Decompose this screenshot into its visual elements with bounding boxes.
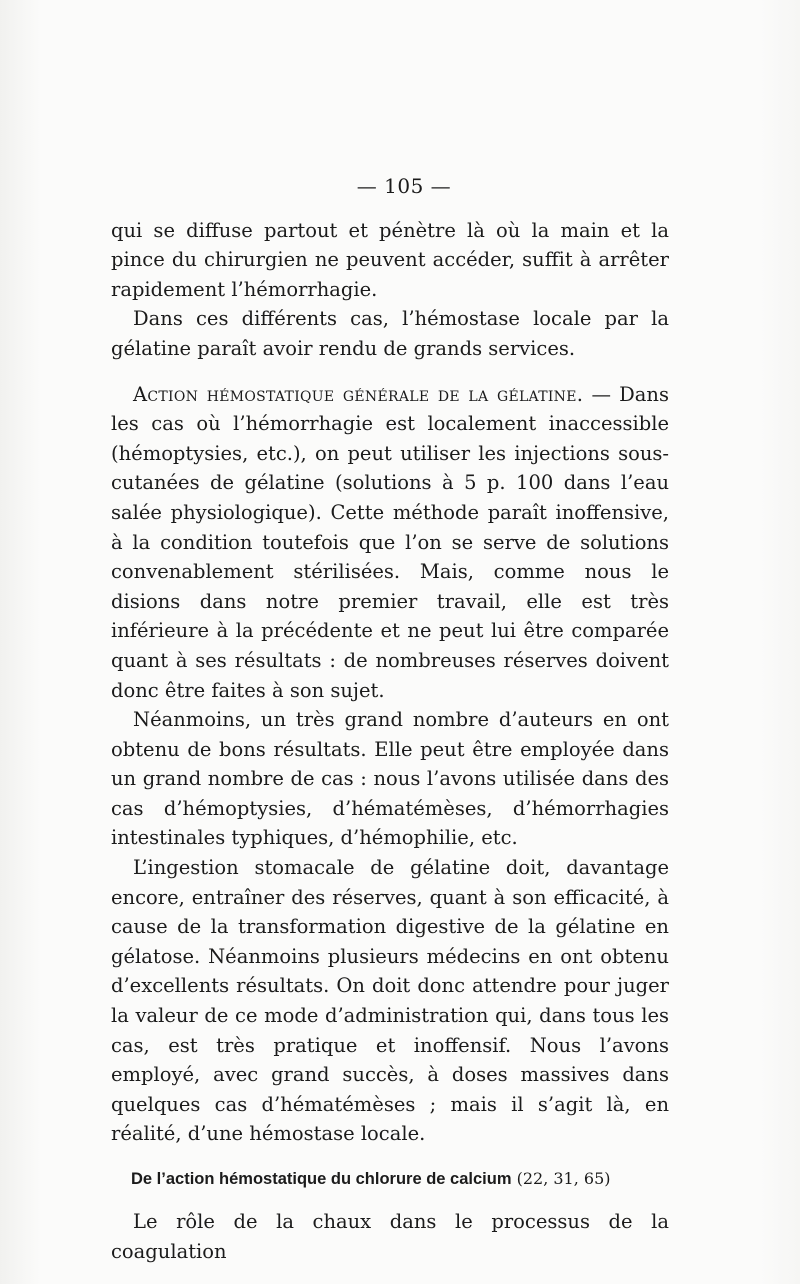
section-title-refs: (22, 31, 65)	[511, 1169, 611, 1188]
paragraph-3-body: — Dans les cas où l’hémorrhagie est localement inaccessible (hémoptysies, etc.), on peut utiliser les injections sous-cutanées de gélatine (solutions à 5 p. 100 dans l’eau salée physiologique). Cette méthode paraît inoffensive, à la condition toutefois que l’on se serve de solutions convenablement stérilisées. Mais, comme nous le disions dans notre premier travail, elle est très inférieure à la précédente et ne peut lui être comparée quant à ses résultats : de nombreuses réserves doivent donc être faites à son sujet.	[111, 382, 669, 702]
section-title-text: De l’action hémostatique du chlorure de calcium	[131, 1170, 512, 1188]
paragraph-2: Dans ces différents cas, l’hémostase locale par la gélatine paraît avoir rendu de grands services.	[111, 307, 669, 360]
paragraph-5: L’ingestion stomacale de gélatine doit, davantage encore, entraîner des réserves, quant à son efficacité, à cause de la transformation digestive de la gélatine en gélatose. Néanmoins plusieurs médecins en ont obtenu d’excellents résultats. On doit donc attendre pour juger la valeur de ce mode d’administration qui, dans tous les cas, est très pratique et inoffensif. Nous l’avons employé, avec grand succès, à doses massives dans quelques cas d’hématémèses ; mais il s’agit là, en réalité, d’une hémostase locale.	[111, 856, 669, 1146]
paragraph-3-heading: Action hémostatique générale de la gélatine.	[133, 382, 584, 406]
paragraph-6: Le rôle de la chaux dans le processus de la coagulation	[111, 1210, 669, 1263]
paragraph-1: qui se diffuse partout et pénètre là où la main et la pince du chirurgien ne peuvent accéder, suffit à arrêter rapidement l’hémorrhagie.	[111, 218, 669, 301]
section-title	[131, 1167, 669, 1191]
paragraph-4: Néanmoins, un très grand nombre d’auteurs en ont obtenu de bons résultats. Elle peut être employée dans un grand nombre de cas : nous l’avons utilisée dans des cas d’hémoptysies, d’hématémèses, d’hémorrhagies intestinales typhiques, d’hémophilie, etc.	[111, 708, 669, 850]
page-number: — 105 —	[356, 174, 452, 198]
text-column	[111, 172, 669, 1266]
paragraph-3	[111, 380, 669, 706]
